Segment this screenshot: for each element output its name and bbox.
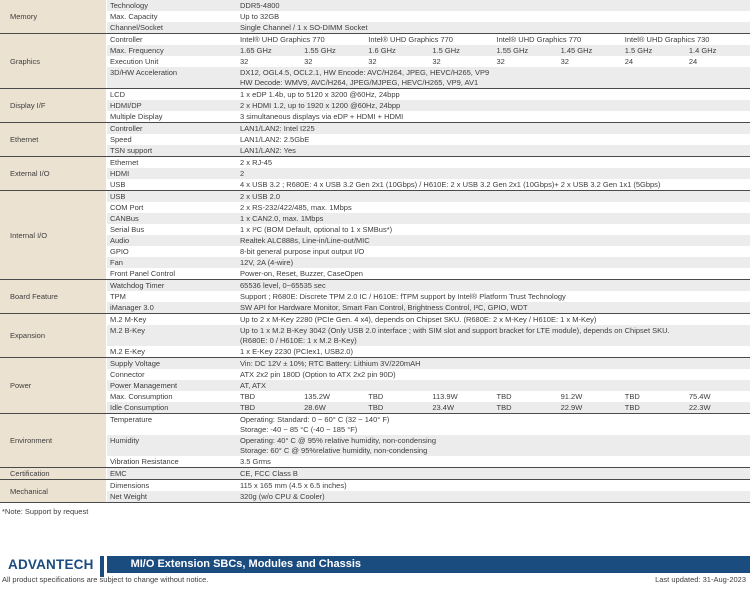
row-label: Front Panel Control — [110, 269, 176, 278]
table-row — [107, 369, 750, 380]
cell-value: 22.9W — [560, 403, 583, 412]
section-rows — [107, 157, 750, 190]
table-row — [107, 202, 750, 213]
value-line: Storage: -40 ~ 85 °C (-40 ~ 185 °F) — [240, 425, 358, 434]
row-value: LAN1/LAN2: Intel I225 — [240, 124, 315, 133]
row-value: 320g (w/o CPU & Cooler) — [240, 492, 325, 501]
table-row — [107, 291, 750, 302]
row-label: Ethernet — [110, 158, 139, 167]
row-value: 2 x USB 2.0 — [240, 192, 281, 201]
row-value: ATX 2x2 pin 180D (Option to ATX 2x2 pin 90D) — [240, 370, 396, 379]
table-row — [107, 145, 750, 156]
cell-value: 24 — [624, 57, 634, 66]
table-row — [107, 480, 750, 491]
table-row — [107, 456, 750, 467]
cell-value: 91.2W — [560, 392, 583, 401]
row-label: Supply Voltage — [110, 359, 161, 368]
row-value: Power-on, Reset, Buzzer, CaseOpen — [240, 269, 363, 278]
spec-section — [0, 191, 750, 280]
section-rows — [107, 89, 750, 122]
table-row — [107, 468, 750, 479]
table-row — [107, 391, 750, 402]
table-row — [107, 56, 750, 67]
cell-value: 1.4 GHz — [688, 46, 717, 55]
section-rows — [107, 358, 750, 413]
cell-value: 1.5 GHz — [432, 46, 460, 55]
cell-value: 32 — [496, 57, 505, 66]
section-rows — [107, 480, 750, 502]
table-row — [107, 325, 750, 346]
cell-value: 32 — [560, 57, 569, 66]
value-line: Operating: 40° C @ 95% relative humidity, non-condensing — [240, 436, 436, 445]
category-label: Ethernet — [0, 123, 107, 156]
table-row — [107, 380, 750, 391]
row-label: M.2 B-Key — [110, 326, 146, 335]
table-row — [107, 213, 750, 224]
table-row — [107, 435, 750, 456]
row-value: LAN1/LAN2: Yes — [240, 146, 296, 155]
section-rows — [107, 191, 750, 279]
row-value: 2 x RS-232/422/485, max. 1Mbps — [240, 203, 352, 212]
footer-divider — [100, 556, 104, 577]
row-cells — [237, 34, 750, 45]
row-label: TSN support — [110, 146, 153, 155]
table-row — [107, 358, 750, 369]
row-label: TPM — [110, 292, 126, 301]
row-value: DDR5-4800 — [240, 1, 280, 10]
row-label: Vibration Resistance — [110, 457, 179, 466]
footer-series-title: MI/O Extension SBCs, Modules and Chassis — [107, 556, 750, 573]
row-label: Temperature — [110, 415, 153, 424]
table-row — [107, 491, 750, 502]
table-row — [107, 346, 750, 357]
table-row — [107, 134, 750, 145]
cell-value: TBD — [624, 403, 640, 412]
row-label: Power Management — [110, 381, 178, 390]
spec-section — [0, 89, 750, 123]
row-cells — [237, 45, 750, 56]
row-value: 3 simultaneous displays via eDP + HDMI + HDMI — [240, 112, 404, 121]
row-label: Net Weight — [110, 492, 147, 501]
row-value: 12V, 2A (4-wire) — [240, 258, 294, 267]
footnote: *Note: Support by request — [2, 507, 89, 516]
table-row — [107, 302, 750, 313]
footer-bar — [0, 556, 750, 577]
table-row — [107, 100, 750, 111]
row-value: AT, ATX — [240, 381, 266, 390]
row-label: Idle Consumption — [110, 403, 169, 412]
cell-value: TBD — [240, 403, 255, 412]
row-label: EMC — [110, 469, 127, 478]
table-row — [107, 0, 750, 11]
spec-section — [0, 280, 750, 314]
row-label: Connector — [110, 370, 145, 379]
table-row — [107, 111, 750, 122]
spec-section — [0, 123, 750, 157]
table-row — [107, 314, 750, 325]
cell-value: TBD — [240, 392, 255, 401]
row-value: 2 — [240, 169, 245, 178]
row-value: 3.5 Grms — [240, 457, 271, 466]
cell-value: 113.9W — [432, 392, 458, 401]
value-line: HW Decode: WMV9, AVC/H264, JPEG/MJPEG, HEVC/H265, VP9, AV1 — [240, 78, 479, 87]
category-label: Internal I/O — [0, 191, 107, 279]
row-value: SW API for Hardware Monitor, Smart Fan Control, Brightness Control, I²C, GPIO, WDT — [240, 303, 528, 312]
row-label: CANBus — [110, 214, 139, 223]
row-label: Dimensions — [110, 481, 150, 490]
value-line: DX12, OGL4.5, OCL2.1, HW Encode: AVC/H264, JPEG, HEVC/H265, VP9 — [240, 68, 490, 77]
row-label: Fan — [110, 258, 123, 267]
cell-value: TBD — [496, 392, 512, 401]
cell-value: 1.6 GHz — [368, 46, 396, 55]
row-label: Max. Consumption — [110, 392, 173, 401]
category-label: Environment — [0, 414, 107, 467]
row-value: Single Channel / 1 x SO-DIMM Socket — [240, 23, 368, 32]
cell-value: 28.6W — [304, 403, 326, 412]
spec-section — [0, 314, 750, 358]
row-label: iManager 3.0 — [110, 303, 154, 312]
spec-section — [0, 480, 750, 503]
table-row — [107, 157, 750, 168]
row-label: USB — [110, 192, 126, 201]
table-row — [107, 224, 750, 235]
spec-section — [0, 468, 750, 480]
row-cells — [237, 391, 750, 402]
cell-value: Intel® UHD Graphics 770 — [368, 35, 453, 44]
advantech-logo: ADVANTECH — [8, 557, 94, 572]
cell-value: 32 — [368, 57, 377, 66]
cell-value: Intel® UHD Graphics 770 — [240, 35, 325, 44]
cell-value: 32 — [432, 57, 441, 66]
cell-value: TBD — [496, 403, 512, 412]
cell-value: 1.55 GHz — [304, 46, 336, 55]
cell-value: Intel® UHD Graphics 770 — [496, 35, 582, 44]
row-value — [237, 415, 750, 435]
table-row — [107, 280, 750, 291]
table-row — [107, 257, 750, 268]
row-value: CE, FCC Class B — [240, 469, 298, 478]
value-line: Up to 1 x M.2 B-Key 3042 (Only USB 2.0 interface ; with SIM slot and support bracket for LTE module), depends on Chipset SKU. — [240, 326, 670, 335]
row-value: 115 x 165 mm (4.5 x 6.5 inches) — [240, 481, 347, 490]
row-label: Max. Capacity — [110, 12, 158, 21]
category-label: Graphics — [0, 34, 107, 88]
category-label: Board Feature — [0, 280, 107, 313]
row-label: HDMI — [110, 169, 130, 178]
cell-value: 24 — [688, 57, 698, 66]
table-row — [107, 235, 750, 246]
row-value: LAN1/LAN2: 2.5GbE — [240, 135, 310, 144]
cell-value: 32 — [240, 57, 249, 66]
table-row — [107, 168, 750, 179]
category-label: Certification — [0, 468, 107, 479]
row-label: M.2 M-Key — [110, 315, 147, 324]
table-row — [107, 34, 750, 45]
table-row — [107, 246, 750, 257]
table-row — [107, 11, 750, 22]
row-value: Support ; R680E: Discrete TPM 2.0 IC / H610E: fTPM support by Intel® Platform Trust Technology — [240, 292, 566, 301]
category-label: Mechanical — [0, 480, 107, 502]
section-rows — [107, 414, 750, 467]
table-row — [107, 402, 750, 413]
row-label: Watchdog Timer — [110, 281, 165, 290]
table-row — [107, 179, 750, 190]
row-value: Up to 2 x M-Key 2280 (PCIe Gen. 4 x4), depends on Chipset SKU. (R680E: 2 x M-Key / H610E: 1 x M-Key) — [240, 315, 597, 324]
section-rows — [107, 280, 750, 313]
section-rows — [107, 123, 750, 156]
table-row — [107, 191, 750, 202]
cell-value: 1.5 GHz — [624, 46, 653, 55]
row-label: Serial Bus — [110, 225, 145, 234]
section-rows — [107, 468, 750, 479]
cell-value: 22.3W — [688, 403, 711, 412]
row-label: GPIO — [110, 247, 129, 256]
cell-value: TBD — [368, 403, 384, 412]
section-rows — [107, 34, 750, 88]
value-line: Operating: Standard: 0 ~ 60° C (32 ~ 140° F) — [240, 415, 390, 424]
cell-value: TBD — [368, 392, 384, 401]
category-label: External I/O — [0, 157, 107, 190]
table-row — [107, 89, 750, 100]
row-value: 1 x CAN2.0, max. 1Mbps — [240, 214, 324, 223]
row-label: Speed — [110, 135, 132, 144]
row-label: LCD — [110, 90, 126, 99]
cell-value: TBD — [624, 392, 640, 401]
category-label: Power — [0, 358, 107, 413]
row-value: 4 x USB 3.2 ; R680E: 4 x USB 3.2 Gen 2x1 (10Gbps) / H610E: 2 x USB 3.2 Gen 2x1 (10Gbps)+ 2 x USB 3.2 Gen 1x1 (5Gbps) — [240, 180, 661, 189]
row-value: Vin: DC 12V ± 10%; RTC Battery: Lithium 3V/220mAH — [240, 359, 421, 368]
cell-value: 23.4W — [432, 403, 455, 412]
spec-section — [0, 358, 750, 414]
cell-value: 135.2W — [304, 392, 330, 401]
table-row — [107, 67, 750, 88]
row-label: COM Port — [110, 203, 144, 212]
row-cells — [237, 402, 750, 413]
category-label: Expansion — [0, 314, 107, 357]
table-row — [107, 414, 750, 435]
row-value: 65536 level, 0~65535 sec — [240, 281, 326, 290]
row-value: 1 x E-Key 2230 (PCIex1, USB2.0) — [240, 347, 353, 356]
category-label: Memory — [0, 0, 107, 33]
row-label: HDMI/DP — [110, 101, 142, 110]
table-row — [107, 45, 750, 56]
row-label: M.2 E-Key — [110, 347, 146, 356]
cell-value: Intel® UHD Graphics 730 — [624, 35, 710, 44]
disclaimer-text: All product specifications are subject to change without notice. — [2, 575, 209, 584]
row-label: Controller — [110, 35, 143, 44]
cell-value: 1.65 GHz — [240, 46, 272, 55]
spec-section — [0, 414, 750, 468]
row-value: Up to 32GB — [240, 12, 280, 21]
row-value — [237, 68, 750, 88]
row-value: Realtek ALC888s, Line-in/Line-out/MIC — [240, 236, 370, 245]
cell-value: 1.55 GHz — [496, 46, 529, 55]
row-value — [237, 326, 750, 346]
cell-value: 1.45 GHz — [560, 46, 593, 55]
row-label: Humidity — [110, 436, 140, 445]
row-value: 2 x HDMI 1.2, up to 1920 x 1200 @60Hz, 24bpp — [240, 101, 401, 110]
value-line: Storage: 60° C @ 95%relative humidity, non-condensing — [240, 446, 428, 455]
row-label: Controller — [110, 124, 143, 133]
row-value — [237, 436, 750, 456]
cell-value: 32 — [304, 57, 313, 66]
row-label: Channel/Socket — [110, 23, 163, 32]
spec-section — [0, 157, 750, 191]
spec-section — [0, 34, 750, 89]
table-row — [107, 268, 750, 279]
row-label: USB — [110, 180, 126, 189]
table-row — [107, 22, 750, 33]
row-label: Audio — [110, 236, 130, 245]
section-rows — [107, 314, 750, 357]
row-value: 2 x RJ-45 — [240, 158, 273, 167]
row-value: 1 x eDP 1.4b, up to 5120 x 3200 @60Hz, 24bpp — [240, 90, 400, 99]
row-cells — [237, 56, 750, 67]
row-label: Execution Unit — [110, 57, 159, 66]
row-value: 1 x I²C (BOM Default, optional to 1 x SMBus*) — [240, 225, 393, 234]
row-value: 8-bit general purpose input output I/O — [240, 247, 365, 256]
row-label: Technology — [110, 1, 148, 10]
row-label: Max. Frequency — [110, 46, 164, 55]
value-line: (R680E: 0 / H610E: 1 x M.2 B-Key) — [240, 336, 357, 345]
cell-value: 75.4W — [688, 392, 711, 401]
section-rows — [107, 0, 750, 33]
table-row — [107, 123, 750, 134]
spec-section — [0, 0, 750, 34]
row-label: 3D/HW Acceleration — [110, 68, 178, 77]
category-label: Display I/F — [0, 89, 107, 122]
last-updated-text: Last updated: 31-Aug-2023 — [655, 575, 746, 584]
row-label: Multiple Display — [110, 112, 163, 121]
